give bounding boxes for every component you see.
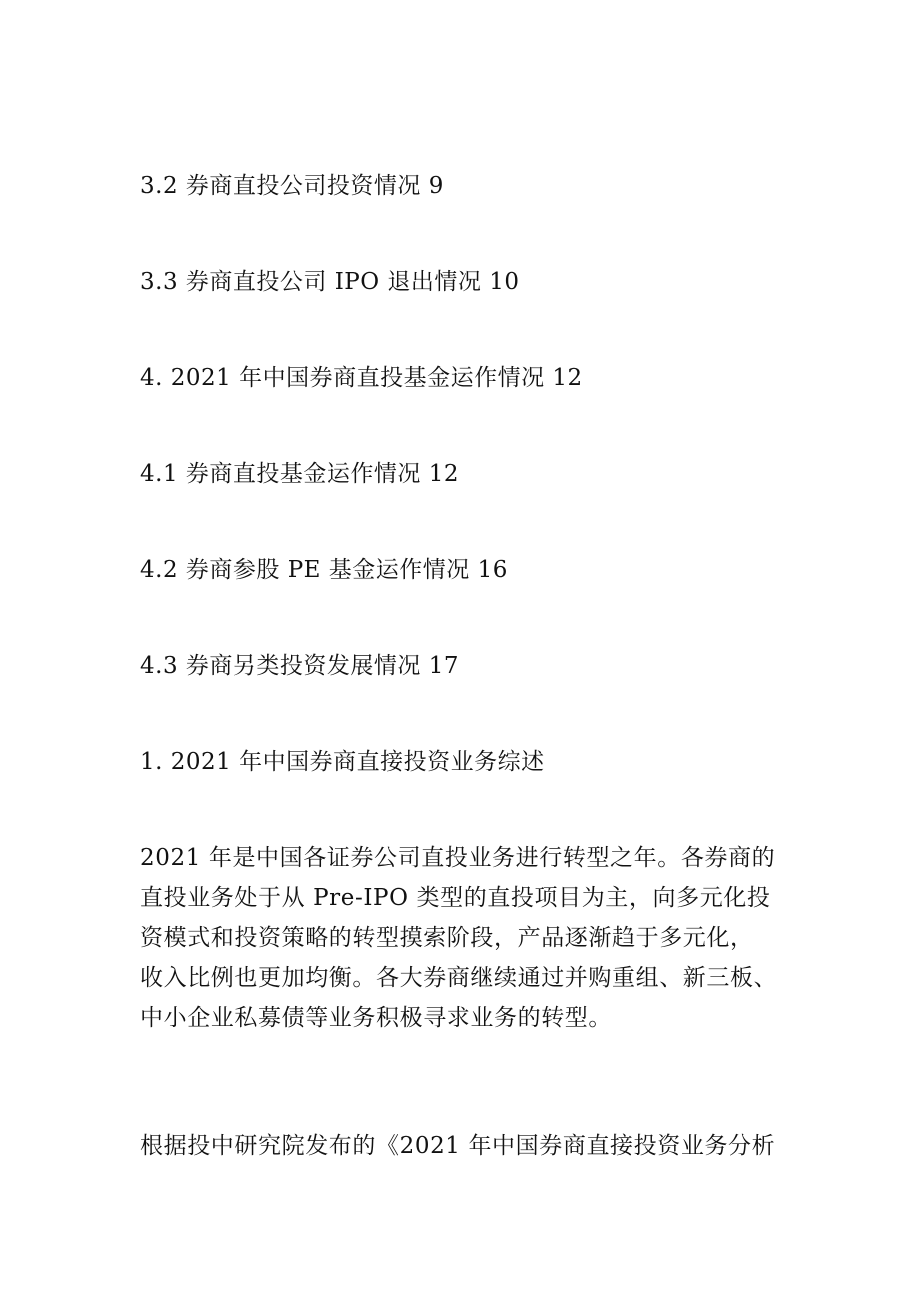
paragraph-line: 中小企业私募债等业务积极寻求业务的转型。	[140, 1005, 612, 1031]
toc-entry-4-3: 4.3 券商另类投资发展情况 17	[140, 653, 459, 679]
body-paragraph-1	[140, 838, 790, 1038]
paragraph-line: 直投业务处于从 Pre-IPO 类型的直投项目为主，向多元化投	[140, 885, 771, 911]
toc-entry-3-3: 3.3 券商直投公司 IPO 退出情况 10	[140, 269, 520, 295]
body-paragraph-2	[140, 1126, 790, 1166]
paragraph-line: 资模式和投资策略的转型摸索阶段，产品逐渐趋于多元化，	[140, 925, 754, 951]
toc-entry-4-2: 4.2 券商参股 PE 基金运作情况 16	[140, 557, 508, 583]
toc-entry-4: 4. 2021 年中国券商直投基金运作情况 12	[140, 365, 583, 391]
paragraph-line: 根据投中研究院发布的《2021 年中国券商直接投资业务分析	[140, 1133, 776, 1159]
section-heading: 1. 2021 年中国券商直接投资业务综述	[140, 749, 545, 775]
paragraph-line: 收入比例也更加均衡。各大券商继续通过并购重组、新三板、	[140, 965, 778, 991]
toc-entry-4-1: 4.1 券商直投基金运作情况 12	[140, 461, 459, 487]
paragraph-line: 2021 年是中国各证券公司直投业务进行转型之年。各券商的	[140, 845, 776, 871]
toc-entry-3-2: 3.2 券商直投公司投资情况 9	[140, 173, 444, 199]
